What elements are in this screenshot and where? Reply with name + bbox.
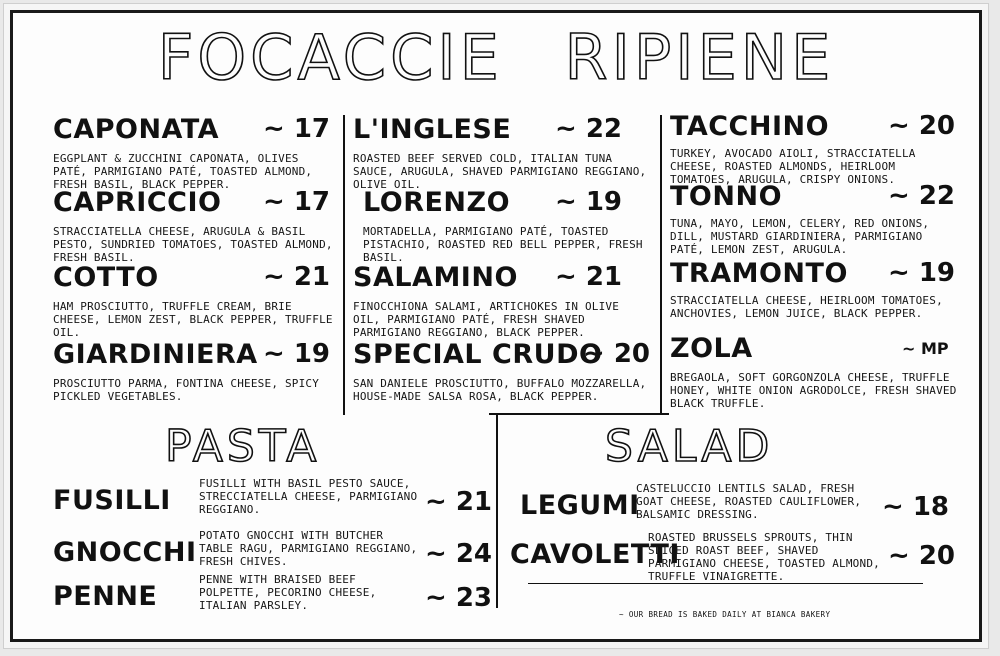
item-name: COTTO [53, 262, 159, 293]
menu-item-linglese [353, 116, 648, 191]
item-price: ~ 19 [555, 187, 623, 217]
item-name: SALAMINO [353, 262, 518, 293]
item-name: GNOCCHI [53, 537, 197, 568]
menu-item-giardiniera [53, 341, 335, 403]
menu-item-caponata [53, 116, 335, 191]
item-price: ~ 21 [425, 487, 493, 517]
divider-pasta-salad [496, 413, 498, 608]
item-description: MORTADELLA, PARMIGIANO PATÉ, TOASTED PISTACHIO, ROASTED RED BELL PEPPER, FRESH BASIL. [363, 225, 643, 264]
item-price: ~ 22 [555, 114, 623, 144]
item-price: ~ 19 [888, 258, 956, 288]
item-name: PENNE [53, 581, 158, 612]
item-price: ~ 22 [888, 181, 956, 211]
item-description: PENNE WITH BRAISED BEEF POLPETTE, PECORINO CHEESE, ITALIAN PARSLEY. [199, 573, 377, 612]
menu-item-tacchino [670, 113, 960, 186]
item-price: ~ 17 [263, 187, 331, 217]
item-description: FUSILLI WITH BASIL PESTO SAUCE, STRECCIATELLA CHEESE, PARMIGIANO REGGIANO. [199, 477, 418, 516]
menu-item-tonno [670, 183, 960, 256]
item-price: ~ 23 [425, 583, 493, 613]
item-description: FINOCCHIONA SALAMI, ARTICHOKES IN OLIVE OIL, PARMIGIANO PATÉ, FRESH SHAVED PARMIGIANO REGGIANO, BLACK PEPPER. [353, 300, 620, 339]
menu-title: FOCACCIE RIPIENE [157, 21, 835, 94]
item-name: CAPONATA [53, 114, 220, 145]
divider-horizontal [489, 413, 669, 415]
item-price: ~ 20 [888, 541, 956, 571]
item-name: TONNO [670, 181, 783, 212]
item-price: ~ 20 [583, 339, 651, 369]
item-description: TUNA, MAYO, LEMON, CELERY, RED ONIONS, DILL, MUSTARD GIARDINIERA, PARMIGIANO PATÉ, LEMON ZEST, ARUGULA. [670, 217, 930, 256]
menu-item-tramonto [670, 260, 960, 320]
item-name: TRAMONTO [670, 258, 848, 289]
item-description: PROSCIUTTO PARMA, FONTINA CHEESE, SPICY PICKLED VEGETABLES. [53, 377, 320, 403]
divider-col1 [343, 115, 345, 415]
menu-item-zola [670, 335, 960, 410]
footnote: ~ OUR BREAD IS BAKED DAILY AT BIANCA BAKERY [619, 610, 831, 619]
menu-item-lorenzo [363, 189, 648, 264]
item-name: GIARDINIERA [53, 339, 258, 370]
item-name: ZOLA [670, 333, 753, 364]
item-description: STRACCIATELLA CHEESE, HEIRLOOM TOMATOES, ANCHOVIES, LEMON JUICE, BLACK PEPPER. [670, 294, 943, 320]
pasta-title: PASTA [165, 421, 321, 472]
item-name: TACCHINO [670, 111, 830, 142]
item-name: L'INGLESE [353, 114, 512, 145]
item-price: ~ 21 [555, 262, 623, 292]
item-name: CAVOLETTI [510, 539, 680, 570]
salad-underline [528, 583, 923, 584]
item-name: CAPRICCIO [53, 187, 222, 218]
menu-board [10, 10, 982, 642]
divider-col2 [660, 115, 662, 415]
item-price: ~ 19 [263, 339, 331, 369]
item-price: ~ 21 [263, 262, 331, 292]
menu-item-cotto [53, 264, 335, 339]
item-description: HAM PROSCIUTTO, TRUFFLE CREAM, BRIE CHEESE, LEMON ZEST, BLACK PEPPER, TRUFFLE OIL. [53, 300, 333, 339]
item-name: FUSILLI [53, 485, 171, 516]
item-description: EGGPLANT & ZUCCHINI CAPONATA, OLIVES PATÉ, PARMIGIANO PATÉ, TOASTED ALMOND, FRESH BASIL, BLACK PEPPER. [53, 152, 313, 191]
menu-item-special-crudo [353, 339, 651, 403]
item-price: ~ MP [902, 339, 949, 358]
item-price: ~ 18 [882, 492, 950, 522]
item-description: CASTELUCCIO LENTILS SALAD, FRESH GOAT CHEESE, ROASTED CAULIFLOWER, BALSAMIC DRESSING. [636, 482, 862, 521]
item-price: ~ 20 [888, 111, 956, 141]
item-description: SAN DANIELE PROSCIUTTO, BUFFALO MOZZARELLA, HOUSE-MADE SALSA ROSA, BLACK PEPPER. [353, 377, 647, 403]
item-price: ~ 17 [263, 114, 331, 144]
item-description: STRACCIATELLA CHEESE, ARUGULA & BASIL PESTO, SUNDRIED TOMATOES, TOASTED ALMOND, FRESH BASIL. [53, 225, 333, 264]
item-name: SPECIAL CRUDO [353, 339, 603, 370]
menu-item-salamino [353, 264, 648, 339]
item-name: LORENZO [363, 187, 511, 218]
item-description: ROASTED BRUSSELS SPROUTS, THIN SLICED ROAST BEEF, SHAVED PARMIGIANO CHEESE, TOASTED ALMOND, TRUFFLE VINAIGRETTE. [648, 531, 880, 583]
item-price: ~ 24 [425, 539, 493, 569]
item-name: LEGUMI [520, 490, 640, 521]
item-description: ROASTED BEEF SERVED COLD, ITALIAN TUNA SAUCE, ARUGULA, SHAVED PARMIGIANO REGGIANO, OLIVE OIL. [353, 152, 647, 191]
item-description: POTATO GNOCCHI WITH BUTCHER TABLE RAGU, PARMIGIANO REGGIANO, FRESH CHIVES. [199, 529, 418, 568]
item-description: BREGAOLA, SOFT GORGONZOLA CHEESE, TRUFFLE HONEY, WHITE ONION AGRODOLCE, FRESH SHAVED BLACK TRUFFLE. [670, 371, 957, 410]
item-description: TURKEY, AVOCADO AIOLI, STRACCIATELLA CHEESE, ROASTED ALMONDS, HEIRLOOM TOMATOES, ARUGULA, CRISPY ONIONS. [670, 147, 916, 186]
salad-title: SALAD [605, 421, 774, 472]
menu-item-capriccio [53, 189, 335, 264]
